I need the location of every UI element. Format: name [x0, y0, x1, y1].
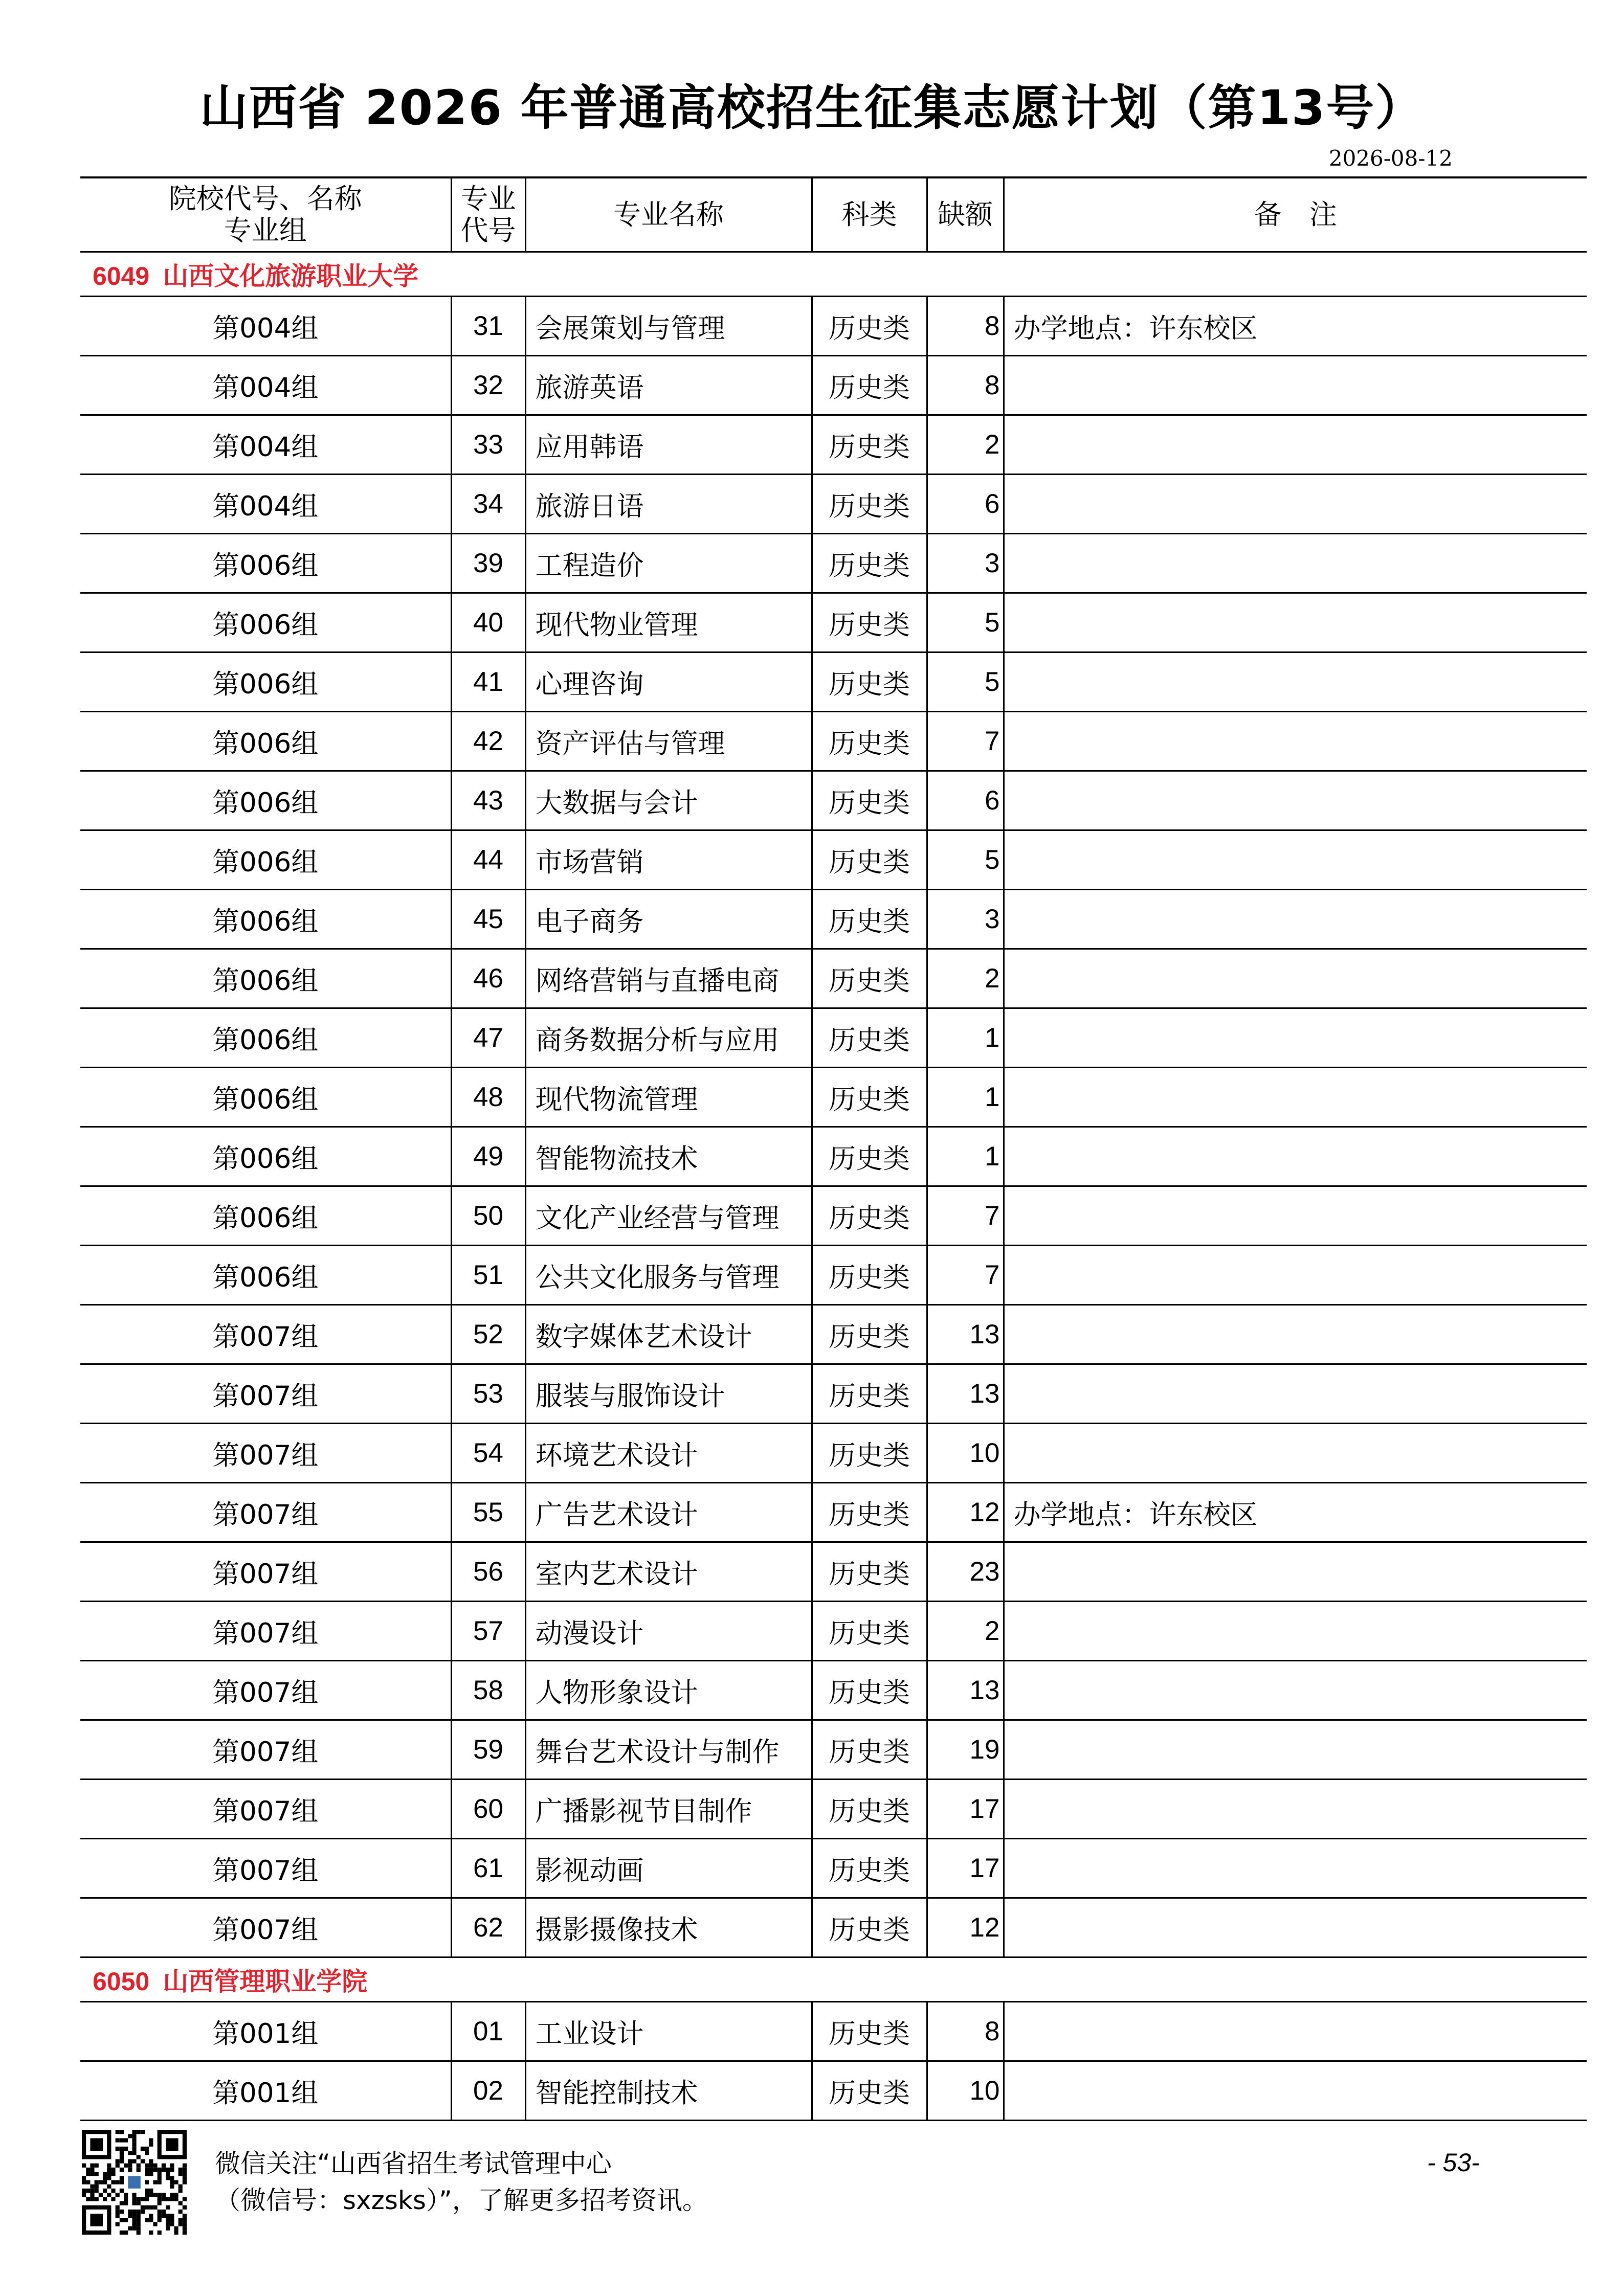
quota-cell: 13 [927, 1364, 1004, 1424]
table-row [80, 771, 1587, 830]
quota-cell: 1 [927, 1127, 1004, 1186]
major-name-cell: 广播影视节目制作 [525, 1780, 812, 1839]
header-quota: 缺额 [927, 177, 1004, 252]
institution-cell [80, 1957, 1587, 2002]
major-code-cell: 48 [451, 1068, 525, 1127]
note-cell [1004, 830, 1587, 890]
category-cell: 历史类 [812, 1483, 927, 1542]
table-row [80, 830, 1587, 890]
quota-cell: 1 [927, 1068, 1004, 1127]
group-cell: 第006组 [80, 1008, 451, 1068]
major-name-cell: 网络营销与直播电商 [525, 949, 812, 1008]
table-row [80, 1602, 1587, 1661]
header-note: 备 注 [1004, 177, 1587, 252]
category-cell: 历史类 [812, 1008, 927, 1068]
note-cell: 办学地点：许东校区 [1004, 1483, 1587, 1542]
table-row [80, 1898, 1587, 1957]
group-cell: 第007组 [80, 1305, 451, 1364]
category-cell: 历史类 [812, 593, 927, 652]
major-name-cell: 公共文化服务与管理 [525, 1246, 812, 1305]
page-title: 山西省 2026 年普通高校招生征集志愿计划（第13号） [199, 80, 1425, 136]
category-cell: 历史类 [812, 297, 927, 356]
note-cell [1004, 1424, 1587, 1483]
major-name-cell: 室内艺术设计 [525, 1542, 812, 1602]
major-code-cell: 45 [451, 890, 525, 949]
category-cell: 历史类 [812, 652, 927, 712]
category-cell: 历史类 [812, 1661, 927, 1720]
enrollment-plan-table [80, 176, 1587, 2121]
major-name-cell: 资产评估与管理 [525, 712, 812, 771]
major-code-cell: 57 [451, 1602, 525, 1661]
quota-cell: 1 [927, 1008, 1004, 1068]
quota-cell: 7 [927, 1186, 1004, 1246]
category-cell: 历史类 [812, 712, 927, 771]
table-row [80, 1839, 1587, 1898]
note-cell [1004, 534, 1587, 593]
note-cell [1004, 2002, 1587, 2061]
category-cell: 历史类 [812, 1127, 927, 1186]
major-code-cell: 32 [451, 356, 525, 415]
quota-cell: 8 [927, 2002, 1004, 2061]
table-row [80, 1720, 1587, 1780]
note-cell [1004, 1780, 1587, 1839]
qr-code-icon [82, 2130, 187, 2235]
group-cell: 第006组 [80, 1186, 451, 1246]
group-cell: 第004组 [80, 475, 451, 534]
group-cell: 第001组 [80, 2061, 451, 2121]
institution-code: 6049 [93, 262, 150, 290]
quota-cell: 3 [927, 890, 1004, 949]
category-cell: 历史类 [812, 949, 927, 1008]
quota-cell: 5 [927, 593, 1004, 652]
table-row [80, 1483, 1587, 1542]
category-cell: 历史类 [812, 1305, 927, 1364]
category-cell: 历史类 [812, 1068, 927, 1127]
table-row [80, 1127, 1587, 1186]
category-cell: 历史类 [812, 1839, 927, 1898]
table-row [80, 356, 1587, 415]
note-cell [1004, 1602, 1587, 1661]
major-code-cell: 58 [451, 1661, 525, 1720]
major-code-cell: 01 [451, 2002, 525, 2061]
major-code-cell: 33 [451, 415, 525, 475]
quota-cell: 2 [927, 415, 1004, 475]
note-cell [1004, 593, 1587, 652]
quota-cell: 5 [927, 830, 1004, 890]
major-name-cell: 文化产业经营与管理 [525, 1186, 812, 1246]
major-code-cell: 47 [451, 1008, 525, 1068]
category-cell: 历史类 [812, 2061, 927, 2121]
group-cell: 第007组 [80, 1483, 451, 1542]
major-code-cell: 42 [451, 712, 525, 771]
note-cell [1004, 1246, 1587, 1305]
major-name-cell: 旅游英语 [525, 356, 812, 415]
major-code-cell: 53 [451, 1364, 525, 1424]
major-code-cell: 60 [451, 1780, 525, 1839]
major-name-cell: 旅游日语 [525, 475, 812, 534]
major-name-cell: 工业设计 [525, 2002, 812, 2061]
category-cell: 历史类 [812, 415, 927, 475]
group-cell: 第006组 [80, 830, 451, 890]
header-institution-group [80, 177, 451, 252]
major-name-cell: 心理咨询 [525, 652, 812, 712]
quota-cell: 7 [927, 1246, 1004, 1305]
table-row [80, 1364, 1587, 1424]
note-cell [1004, 1305, 1587, 1364]
quota-cell: 2 [927, 949, 1004, 1008]
major-code-cell: 61 [451, 1839, 525, 1898]
note-cell [1004, 1898, 1587, 1957]
major-code-cell: 40 [451, 593, 525, 652]
major-code-cell: 55 [451, 1483, 525, 1542]
category-cell: 历史类 [812, 2002, 927, 2061]
group-cell: 第006组 [80, 1068, 451, 1127]
header-major-code: 专业代号 [451, 177, 525, 252]
category-cell: 历史类 [812, 1186, 927, 1246]
major-name-cell: 工程造价 [525, 534, 812, 593]
category-cell: 历史类 [812, 1780, 927, 1839]
note-cell [1004, 1008, 1587, 1068]
header-group: 专业组 [224, 214, 307, 246]
footer-text [215, 2145, 708, 2219]
table-row [80, 1305, 1587, 1364]
major-code-cell: 62 [451, 1898, 525, 1957]
major-name-cell: 现代物流管理 [525, 1068, 812, 1127]
major-name-cell: 摄影摄像技术 [525, 1898, 812, 1957]
major-name-cell: 大数据与会计 [525, 771, 812, 830]
note-cell [1004, 475, 1587, 534]
major-code-cell: 52 [451, 1305, 525, 1364]
note-cell [1004, 415, 1587, 475]
table-row [80, 1008, 1587, 1068]
note-cell [1004, 652, 1587, 712]
quota-cell: 12 [927, 1898, 1004, 1957]
major-name-cell: 数字媒体艺术设计 [525, 1305, 812, 1364]
quota-cell: 3 [927, 534, 1004, 593]
group-cell: 第006组 [80, 712, 451, 771]
institution-name: 山西文化旅游职业大学 [163, 261, 419, 291]
major-code-cell: 31 [451, 297, 525, 356]
note-cell: 办学地点：许东校区 [1004, 297, 1587, 356]
table-row [80, 1424, 1587, 1483]
major-code-cell: 56 [451, 1542, 525, 1602]
note-cell [1004, 1720, 1587, 1780]
note-cell [1004, 1068, 1587, 1127]
page-number: - 53- [1427, 2148, 1480, 2177]
note-cell [1004, 1661, 1587, 1720]
category-cell: 历史类 [812, 1602, 927, 1661]
group-cell: 第004组 [80, 297, 451, 356]
major-code-cell: 34 [451, 475, 525, 534]
group-cell: 第007组 [80, 1780, 451, 1839]
quota-cell: 17 [927, 1839, 1004, 1898]
category-cell: 历史类 [812, 830, 927, 890]
major-name-cell: 电子商务 [525, 890, 812, 949]
footer-line-2: （微信号：sxzsks）”，了解更多招考资讯。 [215, 2186, 708, 2215]
note-cell [1004, 1186, 1587, 1246]
quota-cell: 2 [927, 1602, 1004, 1661]
major-code-cell: 46 [451, 949, 525, 1008]
group-cell: 第006组 [80, 771, 451, 830]
quota-cell: 7 [927, 712, 1004, 771]
table-row [80, 534, 1587, 593]
group-cell: 第006组 [80, 534, 451, 593]
group-cell: 第006组 [80, 1127, 451, 1186]
major-name-cell: 现代物业管理 [525, 593, 812, 652]
header-major-name: 专业名称 [525, 177, 812, 252]
major-name-cell: 服装与服饰设计 [525, 1364, 812, 1424]
major-code-cell: 59 [451, 1720, 525, 1780]
quota-cell: 13 [927, 1305, 1004, 1364]
quota-cell: 10 [927, 2061, 1004, 2121]
table-row [80, 712, 1587, 771]
note-cell [1004, 712, 1587, 771]
quota-cell: 6 [927, 771, 1004, 830]
major-name-cell: 应用韩语 [525, 415, 812, 475]
major-code-cell: 43 [451, 771, 525, 830]
quota-cell: 19 [927, 1720, 1004, 1780]
major-name-cell: 商务数据分析与应用 [525, 1008, 812, 1068]
footer-line-1: 微信关注“山西省招生考试管理中心 [215, 2149, 612, 2178]
table-body [80, 252, 1587, 2121]
major-name-cell: 动漫设计 [525, 1602, 812, 1661]
table-row [80, 2002, 1587, 2061]
institution-row [80, 252, 1587, 297]
major-name-cell: 广告艺术设计 [525, 1483, 812, 1542]
category-cell: 历史类 [812, 534, 927, 593]
major-code-cell: 39 [451, 534, 525, 593]
quota-cell: 5 [927, 652, 1004, 712]
category-cell: 历史类 [812, 1720, 927, 1780]
table-row [80, 1542, 1587, 1602]
table-row [80, 890, 1587, 949]
category-cell: 历史类 [812, 1898, 927, 1957]
quota-cell: 12 [927, 1483, 1004, 1542]
table-row [80, 297, 1587, 356]
note-cell [1004, 949, 1587, 1008]
table-row [80, 1780, 1587, 1839]
group-cell: 第007组 [80, 1898, 451, 1957]
note-cell [1004, 1127, 1587, 1186]
group-cell: 第007组 [80, 1839, 451, 1898]
group-cell: 第004组 [80, 356, 451, 415]
note-cell [1004, 2061, 1587, 2121]
table-row [80, 949, 1587, 1008]
quota-cell: 17 [927, 1780, 1004, 1839]
group-cell: 第007组 [80, 1542, 451, 1602]
category-cell: 历史类 [812, 475, 927, 534]
table-row [80, 2061, 1587, 2121]
group-cell: 第006组 [80, 890, 451, 949]
note-cell [1004, 771, 1587, 830]
major-code-cell: 49 [451, 1127, 525, 1186]
institution-name: 山西管理职业学院 [163, 1967, 368, 1996]
institution-code: 6050 [93, 1967, 150, 1996]
quota-cell: 8 [927, 356, 1004, 415]
category-cell: 历史类 [812, 1364, 927, 1424]
major-name-cell: 智能控制技术 [525, 2061, 812, 2121]
category-cell: 历史类 [812, 356, 927, 415]
table-row [80, 652, 1587, 712]
table-header-row [80, 177, 1587, 252]
major-code-cell: 41 [451, 652, 525, 712]
major-code-cell: 02 [451, 2061, 525, 2121]
group-cell: 第007组 [80, 1364, 451, 1424]
quota-cell: 23 [927, 1542, 1004, 1602]
group-cell: 第006组 [80, 949, 451, 1008]
quota-cell: 6 [927, 475, 1004, 534]
table-row [80, 1186, 1587, 1246]
major-name-cell: 市场营销 [525, 830, 812, 890]
group-cell: 第001组 [80, 2002, 451, 2061]
major-name-cell: 智能物流技术 [525, 1127, 812, 1186]
table-row [80, 1661, 1587, 1720]
major-name-cell: 环境艺术设计 [525, 1424, 812, 1483]
major-name-cell: 影视动画 [525, 1839, 812, 1898]
major-code-cell: 51 [451, 1246, 525, 1305]
major-code-cell: 54 [451, 1424, 525, 1483]
major-code-cell: 44 [451, 830, 525, 890]
group-cell: 第007组 [80, 1720, 451, 1780]
institution-row [80, 1957, 1587, 2002]
group-cell: 第007组 [80, 1424, 451, 1483]
category-cell: 历史类 [812, 771, 927, 830]
header-category: 科类 [812, 177, 927, 252]
table-row [80, 415, 1587, 475]
publish-date: 2026-08-12 [1328, 146, 1453, 171]
category-cell: 历史类 [812, 890, 927, 949]
major-name-cell: 会展策划与管理 [525, 297, 812, 356]
category-cell: 历史类 [812, 1246, 927, 1305]
category-cell: 历史类 [812, 1424, 927, 1483]
major-name-cell: 舞台艺术设计与制作 [525, 1720, 812, 1780]
note-cell [1004, 890, 1587, 949]
category-cell: 历史类 [812, 1542, 927, 1602]
quota-cell: 13 [927, 1661, 1004, 1720]
note-cell [1004, 1364, 1587, 1424]
major-name-cell: 人物形象设计 [525, 1661, 812, 1720]
table-row [80, 475, 1587, 534]
note-cell [1004, 1839, 1587, 1898]
note-cell [1004, 1542, 1587, 1602]
quota-cell: 8 [927, 297, 1004, 356]
group-cell: 第006组 [80, 652, 451, 712]
group-cell: 第006组 [80, 1246, 451, 1305]
note-cell [1004, 356, 1587, 415]
group-cell: 第007组 [80, 1661, 451, 1720]
header-institution: 院校代号、名称 [168, 183, 362, 215]
table-row [80, 1246, 1587, 1305]
group-cell: 第007组 [80, 1602, 451, 1661]
group-cell: 第006组 [80, 593, 451, 652]
major-code-cell: 50 [451, 1186, 525, 1246]
institution-cell [80, 252, 1587, 297]
quota-cell: 10 [927, 1424, 1004, 1483]
table-row [80, 593, 1587, 652]
table-row [80, 1068, 1587, 1127]
group-cell: 第004组 [80, 415, 451, 475]
